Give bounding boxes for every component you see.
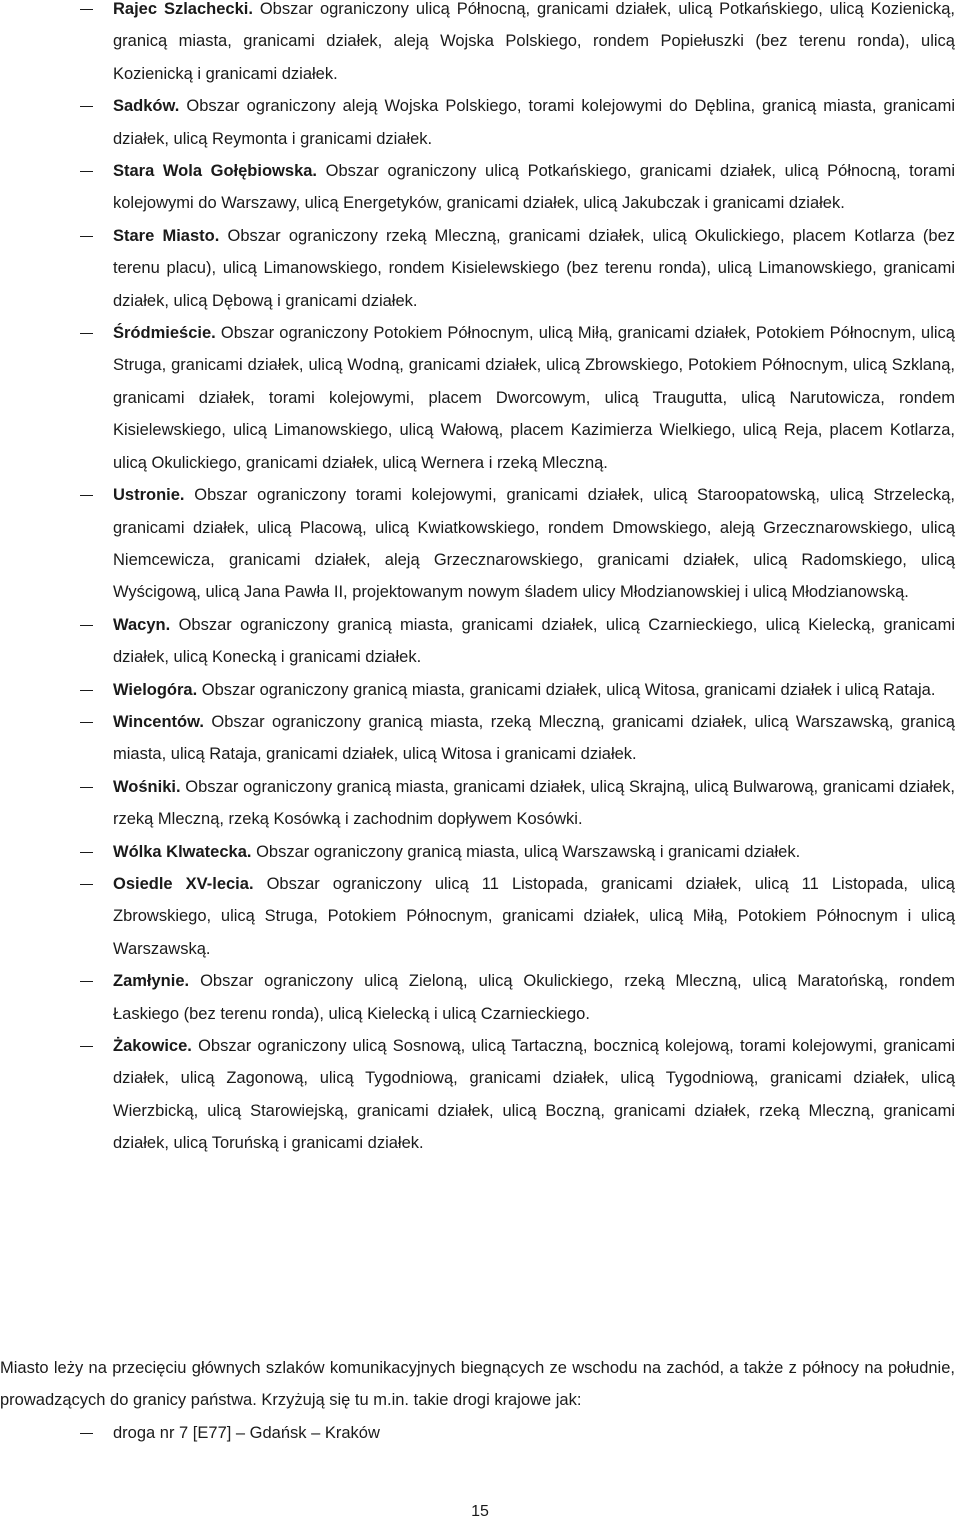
dash-bullet-icon	[80, 9, 93, 10]
district-item	[0, 155, 960, 220]
district-name: Wacyn.	[113, 615, 171, 634]
dash-bullet-icon	[80, 625, 93, 626]
dash-bullet-icon	[80, 106, 93, 107]
district-name: Wincentów.	[113, 712, 204, 731]
road-item	[0, 1417, 960, 1449]
road-list	[0, 1417, 960, 1449]
district-description: Obszar ograniczony aleją Wojska Polskiego, torami kolejowymi do Dęblina, granicą miasta, granicami działek, ulicą Reymonta i granicami działek.	[113, 97, 955, 148]
district-item	[0, 1030, 960, 1160]
district-item	[0, 0, 960, 90]
dash-bullet-icon	[80, 495, 93, 496]
district-description: Obszar ograniczony torami kolejowymi, granicami działek, ulicą Staroopatowską, ulicą Strzelecką, granicami działek, ulicą Placową, ulicą Kwiatkowskiego, rondem Dmowskiego, aleją Grzecznarowskiego, ulicą Niemcewicza, granicami działek, aleją Grzecznarowskiego, granicami działek, ulicą Radomskiego, ulicą Wyścigową, ulicą Jana Pawła II, projektowanym nowym śladem ulicy Młodzianowskiej i ulicą Młodzianowską.	[113, 486, 955, 602]
district-name: Stare Miasto.	[113, 226, 220, 245]
dash-bullet-icon	[80, 981, 93, 982]
district-item	[0, 609, 960, 674]
dash-bullet-icon	[80, 690, 93, 691]
district-name: Wielogóra.	[113, 680, 198, 699]
dash-bullet-icon	[80, 236, 93, 237]
dash-bullet-icon	[80, 1046, 93, 1047]
dash-bullet-icon	[80, 1433, 93, 1434]
road-description: droga nr 7 [E77] – Gdańsk – Kraków	[113, 1424, 380, 1442]
district-description: Obszar ograniczony ulicą Potkańskiego, granicami działek, ulicą Północną, torami kolejowymi do Warszawy, ulicą Energetyków, granicami działek, ulicą Jakubczak i granicami działek.	[113, 162, 956, 213]
district-description: Obszar ograniczony ulicą 11 Listopada, granicami działek, ulicą 11 Listopada, ulicą Zbrowskiego, ulicą Struga, Potokiem Północnym, granicami działek, ulicą Miłą, Potokiem Północnym i ulicą Warszawską.	[113, 874, 955, 958]
district-description: Obszar ograniczony ulicą Sosnową, ulicą Tartaczną, bocznicą kolejową, torami kolejowymi, granicami działek, ulicą Zagonową, ulicą Tygodniową, granicami działek, ulicą Tygodniową, granicami działek, ulicą Wierzbicką, ulicą Starowiejską, granicami działek, ulicą Boczną, granicami działek, rzeką Mleczną, granicami działek, ulicą Toruńską i granicami działek.	[113, 1037, 955, 1153]
dash-bullet-icon	[80, 884, 93, 885]
district-item	[0, 220, 960, 317]
district-name: Sadków.	[113, 97, 180, 116]
district-name: Żakowice.	[113, 1037, 192, 1055]
district-description: Obszar ograniczony granicą miasta, granicami działek, ulicą Czarnieckiego, ulicą Kielecką, granicami działek, ulicą Konecką i granicami działek.	[113, 615, 955, 667]
district-description: Obszar ograniczony granicą miasta, ulicą Warszawską i granicami działek.	[256, 842, 801, 861]
district-item	[0, 836, 960, 868]
district-item	[0, 317, 960, 479]
district-name: Stara Wola Gołębiowska.	[113, 162, 318, 181]
district-description: Obszar ograniczony Potokiem Północnym, ulicą Miłą, granicami działek, Potokiem Północnym, ulicą Struga, granicami działek, ulicą Wodną, granicami działek, ulicą Zbrowskiego, Potokiem Północnym, ulicą Szklaną, granicami działek, torami kolejowymi, placem Dworcowym, ulicą Traugutta, ulicą Narutowicza, rondem Kisielewskiego, ulicą Limanowskiego, ulicą Wałową, placem Kazimierza Wielkiego, ulicą Reja, placem Kotlarza, ulicą Okulickiego, granicami działek, ulicą Wernera i rzeką Mleczną.	[113, 324, 955, 472]
district-description: Obszar ograniczony granicą miasta, granicami działek, ulicą Witosa, granicami działek i ulicą Rataja.	[201, 680, 936, 699]
page-number: 15	[471, 1503, 489, 1520]
dash-bullet-icon	[80, 852, 93, 853]
dash-bullet-icon	[80, 333, 93, 334]
dash-bullet-icon	[80, 171, 93, 172]
district-name: Osiedle XV-lecia.	[113, 874, 254, 893]
district-description: Obszar ograniczony ulicą Północną, granicami działek, ulicą Potkańskiego, ulicą Kozienicką, granicą miasta, granicami działek, aleją Wojska Polskiego, rondem Popiełuszki (bez terenu ronda), ulicą Kozienicką i granicami działek.	[113, 0, 955, 83]
body-paragraph: Miasto leży na przecięciu głównych szlaków komunikacyjnych biegnących ze wschodu na zachód, a także z północy na południe, prowadzących do granicy państwa. Krzyżują się tu m.in. takie drogi krajowe jak:	[0, 1359, 955, 1410]
district-item	[0, 965, 960, 1030]
district-item	[0, 674, 960, 706]
district-description: Obszar ograniczony ulicą Zieloną, ulicą Okulickiego, rzeką Mleczną, ulicą Maratońską, rondem Łaskiego (bez terenu ronda), ulicą Kielecką i ulicą Czarnieckiego.	[113, 972, 955, 1023]
district-item	[0, 706, 960, 771]
district-item	[0, 479, 960, 609]
district-name: Zamłynie.	[113, 972, 190, 991]
district-name: Rajec Szlachecki.	[113, 0, 253, 18]
dash-bullet-icon	[80, 787, 93, 788]
district-item	[0, 868, 960, 965]
district-name: Wólka Klwatecka.	[113, 842, 252, 861]
district-description: Obszar ograniczony rzeką Mleczną, granicami działek, ulicą Okulickiego, placem Kotlarza (bez terenu placu), ulicą Limanowskiego, rondem Kisielewskiego (bez terenu ronda), ulicą Limanowskiego, granicami działek, ulicą Dębową i granicami działek.	[113, 226, 955, 310]
district-name: Ustronie.	[113, 486, 185, 505]
district-item	[0, 90, 960, 155]
district-name: Śródmieście.	[113, 324, 216, 343]
district-description: Obszar ograniczony granicą miasta, granicami działek, ulicą Skrajną, ulicą Bulwarową, granicami działek, rzeką Mleczną, rzeką Kosówką i zachodnim dopływem Kosówki.	[113, 777, 955, 829]
district-item	[0, 771, 960, 836]
dash-bullet-icon	[80, 722, 93, 723]
district-description: Obszar ograniczony granicą miasta, rzeką Mleczną, granicami działek, ulicą Warszawską, granicą miasta, ulicą Rataja, granicami działek, ulicą Witosa i granicami działek.	[113, 712, 955, 764]
district-name: Wośniki.	[113, 777, 181, 796]
